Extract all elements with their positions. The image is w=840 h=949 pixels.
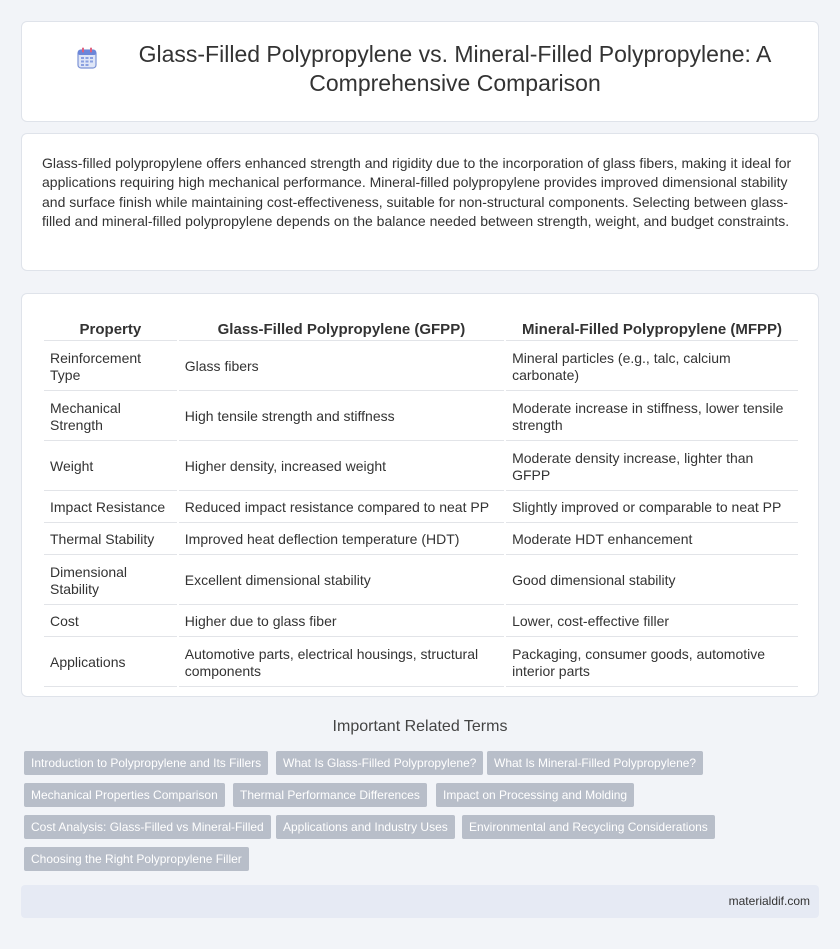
mfpp-cell: Lower, cost-effective filler: [506, 607, 798, 637]
gfpp-cell: Higher due to glass fiber: [179, 607, 504, 637]
gfpp-cell: Glass fibers: [179, 343, 504, 391]
property-cell: Thermal Stability: [44, 525, 177, 555]
related-term-link[interactable]: Environmental and Recycling Considerations: [462, 815, 715, 839]
related-term-link[interactable]: Choosing the Right Polypropylene Filler: [24, 847, 249, 871]
related-term-link[interactable]: What Is Glass-Filled Polypropylene?: [276, 751, 483, 775]
property-cell: Mechanical Strength: [44, 393, 177, 441]
table-row: [44, 443, 798, 491]
mfpp-cell: Moderate density increase, lighter than GFPP: [506, 443, 798, 491]
related-terms-heading: Important Related Terms: [332, 718, 508, 735]
table-row: [44, 525, 798, 555]
comparison-table-card: [21, 293, 819, 697]
related-term-link[interactable]: Cost Analysis: Glass-Filled vs Mineral-Filled: [24, 815, 271, 839]
property-cell: Reinforcement Type: [44, 343, 177, 391]
gfpp-cell: Higher density, increased weight: [179, 443, 504, 491]
property-cell: Cost: [44, 607, 177, 637]
related-term-link[interactable]: Thermal Performance Differences: [233, 783, 427, 807]
table-row: [44, 393, 798, 441]
related-term-link[interactable]: What Is Mineral-Filled Polypropylene?: [487, 751, 703, 775]
page-title-line-1: Glass-Filled Polypropylene vs. Mineral-Filled Polypropylene: A: [138, 41, 772, 67]
table-row: [44, 557, 798, 605]
intro-paragraph: Glass-filled polypropylene offers enhanced strength and rigidity due to the incorporation of glass fibers, making it ideal for applications requiring high mechanical performance. Mineral-filled polypropylene provides improved dimensional stability and surface finish while maintaining cost-effectiveness, suitable for non-structural components. Selecting between glass-filled and mineral-filled polypropylene depends on the balance needed between strength, weight, and budget constraints.: [42, 155, 792, 229]
gfpp-cell: Excellent dimensional stability: [179, 557, 504, 605]
footer: [21, 885, 819, 918]
table-header-row: [44, 316, 798, 341]
table-row: [44, 343, 798, 391]
property-cell: Dimensional Stability: [44, 557, 177, 605]
header-property: Property: [44, 316, 177, 341]
mfpp-cell: Packaging, consumer goods, automotive interior parts: [506, 639, 798, 687]
header-gfpp: Glass-Filled Polypropylene (GFPP): [179, 316, 504, 341]
gfpp-cell: Improved heat deflection temperature (HDT): [179, 525, 504, 555]
gfpp-cell: High tensile strength and stiffness: [179, 393, 504, 441]
mfpp-cell: Mineral particles (e.g., talc, calcium carbonate): [506, 343, 798, 391]
property-cell: Impact Resistance: [44, 493, 177, 523]
mfpp-cell: Moderate increase in stiffness, lower tensile strength: [506, 393, 798, 441]
header-mfpp: Mineral-Filled Polypropylene (MFPP): [506, 316, 798, 341]
intro-card: [21, 133, 819, 271]
mfpp-cell: Good dimensional stability: [506, 557, 798, 605]
comparison-table: [42, 314, 800, 689]
table-row: [44, 639, 798, 687]
property-cell: Weight: [44, 443, 177, 491]
table-row: [44, 607, 798, 637]
calendar-icon: [77, 47, 97, 69]
mfpp-cell: Moderate HDT enhancement: [506, 525, 798, 555]
gfpp-cell: Automotive parts, electrical housings, structural components: [179, 639, 504, 687]
related-term-link[interactable]: Introduction to Polypropylene and Its Fillers: [24, 751, 268, 775]
related-term-link[interactable]: Impact on Processing and Molding: [436, 783, 634, 807]
footer-site-name: materialdif.com: [728, 894, 810, 908]
related-term-link[interactable]: Applications and Industry Uses: [276, 815, 455, 839]
table-row: [44, 493, 798, 523]
page-title: [110, 40, 800, 98]
mfpp-cell: Slightly improved or comparable to neat PP: [506, 493, 798, 523]
page-title-line-2: Comprehensive Comparison: [309, 70, 601, 96]
gfpp-cell: Reduced impact resistance compared to neat PP: [179, 493, 504, 523]
property-cell: Applications: [44, 639, 177, 687]
related-term-link[interactable]: Mechanical Properties Comparison: [24, 783, 225, 807]
